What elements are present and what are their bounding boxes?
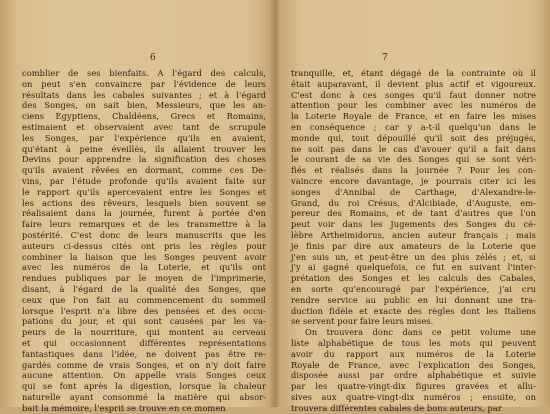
text-line: j'en suis un, et peut-être un des plus zélés ; et, si bbox=[291, 251, 536, 262]
text-line: Grand, du roi Crésus, d'Alcibiade, d'Auguste, em- bbox=[291, 197, 536, 208]
text-line: C'est donc à ces songes qu'il faut donner notre bbox=[291, 89, 536, 100]
text-line: faire leurs remarques et de les transmettre à la bbox=[22, 219, 266, 230]
text-line: le rapport qu'ils apercevaient entre les Songes et bbox=[22, 186, 266, 197]
text-line: naturelle ayant consommé la matière qui absor- bbox=[22, 391, 266, 402]
text-line: peut voir dans les Jugements des Songes du cé- bbox=[291, 219, 536, 230]
text-line: par les quatre-vingt-dix figures gravées et allu- bbox=[291, 381, 536, 392]
text-line: sives aux quatre-vingt-dix numéros ; ensuite, on bbox=[291, 391, 536, 402]
text-line: réalisaient dans la journée, furent à portée d'en bbox=[22, 208, 266, 219]
text-line: auteurs ci-dessus cités ont pris les règles pour bbox=[22, 240, 266, 251]
text-line: se servent pour faire leurs mises. bbox=[291, 316, 434, 327]
text-line: des Songes, on sait bien, Messieurs, que les an- bbox=[22, 100, 266, 111]
text-line: estimaient et observaient avec tant de scrupule bbox=[22, 121, 266, 132]
text-line: avec les numéros de la Loterie, et qu'ils ont bbox=[22, 262, 266, 273]
text-line: en conséquence ; car y a-t-il quelqu'un dans le bbox=[291, 121, 536, 132]
text-line: je finis par dire aux amateurs de la Loterie que bbox=[291, 240, 536, 251]
text-line: duction fidèle et exacte des règles dont les Italiens bbox=[291, 305, 536, 316]
text-line: Royale de France, avec l'explication des Songes, bbox=[291, 359, 536, 370]
text-line: vaincre encore davantage, je pourrais citer ici les bbox=[291, 175, 536, 186]
text-line: la Loterie Royale de France, et en faire les mises bbox=[291, 111, 536, 122]
text-line: postérité. C'est donc de leurs manuscrits que les bbox=[22, 229, 266, 240]
text-line: avoir du rapport aux numéros de la Loterie bbox=[291, 348, 536, 359]
page-number: 7 bbox=[382, 53, 388, 63]
text-line: ceux que l'on fait au commencement du sommeil bbox=[22, 294, 266, 305]
text-line: pations du jour, et qui sont causées par les va- bbox=[22, 316, 266, 327]
text-line: comblier de ses bienfaits. A l'égard des calculs, bbox=[22, 68, 266, 78]
text-line: en sorte qu'encouragé par l'expérience, j'ai cru bbox=[291, 283, 536, 294]
text-line: rendre service au public en lui donnant une tra- bbox=[291, 294, 536, 305]
text-line: tranquille, et, étant dégagé de la contrainte où il bbox=[291, 68, 536, 78]
text-line: résultats dans les cabales suivantes ; et à l'égard bbox=[22, 89, 266, 100]
page-number: 6 bbox=[150, 53, 156, 63]
text-line: Devins pour apprendre la signification des choses bbox=[22, 154, 266, 165]
text-line: on peut s'en convaincre par l'évidence de leurs bbox=[22, 78, 266, 89]
page-body-text bbox=[291, 68, 536, 414]
text-line: peurs de la nourriture, qui montent au cerveau bbox=[22, 327, 266, 338]
text-line: disposée aussi par ordre alphabétique et suivie bbox=[291, 370, 536, 381]
page-body-text bbox=[22, 68, 266, 414]
text-line: qui se font après la digestion, lorsque la chaleur bbox=[22, 381, 266, 392]
text-line: lèbre Artheimidorus, ancien auteur français ; mais bbox=[291, 229, 536, 240]
text-line: rendues publiques par le moyen de l'imprimerie, bbox=[22, 273, 266, 284]
text-line: combiner la liaison que les Songes peuvent avoir bbox=[22, 251, 266, 262]
text-line: aucune attention. On appelle vrais Songes ceux bbox=[22, 370, 266, 381]
text-line: ciens Egyptiens, Chaldéens, Grecs et Romains, bbox=[22, 111, 266, 122]
text-line: les Songes, par l'expérience qu'ils en avaient, bbox=[22, 132, 266, 143]
text-line: On trouvera donc dans ce petit volume une bbox=[305, 327, 536, 338]
text-line: pereur des Romains, et de tant d'autres que l'on bbox=[291, 208, 536, 219]
text-line: songes d'Annibal de Carthage, d'Alexandre-le- bbox=[291, 186, 536, 197]
text-line: les actions des rêveurs, lesquels bien souvent se bbox=[22, 197, 266, 208]
text-line: le courant de sa vie des Songes qui se sont véri- bbox=[291, 154, 536, 165]
text-line: monde qui, tout dépouillé qu'il soit des préjugés, bbox=[291, 132, 536, 143]
text-line: vins, par l'étude profonde qu'ils avaient faite sur bbox=[22, 175, 266, 186]
text-line: et qui occasionnent différentes représentations bbox=[22, 337, 266, 348]
text-line: j'y ai gagné quelquefois, ce fut en suivant l'inter- bbox=[291, 262, 536, 273]
left-page bbox=[0, 0, 275, 413]
text-line: liste alphabétique de tous les mots qui peuvent bbox=[291, 337, 536, 348]
text-line: attention pour les combiner avec les numéros de bbox=[291, 100, 536, 111]
text-line: qu'étant à peine éveillés, ils allaient trouver les bbox=[22, 143, 266, 154]
text-line: ne soit pas dans le cas d'avouer qu'il a fait dans bbox=[291, 143, 536, 154]
text-line: fiés et réalisés dans la journée ? Pour les con- bbox=[291, 165, 536, 176]
text-line: lorsque l'esprit n'a libre des pensées et des occu- bbox=[22, 305, 266, 316]
text-line: disant, à l'égard de la qualité des Songes, que bbox=[22, 283, 266, 294]
text-line: fantastiques dans l'idée, ne doivent pas être re- bbox=[22, 348, 266, 359]
right-page bbox=[275, 0, 550, 413]
text-line: bait la mémoire, l'esprit se trouve en ce momen bbox=[22, 402, 226, 413]
text-line: était auparavant, il devient plus actif et vigoureux. bbox=[291, 78, 536, 89]
text-line: trouvera différentes cabales de bons auteurs, par bbox=[291, 402, 502, 413]
text-line: prétation des Songes et les calculs des Cabales, bbox=[291, 273, 536, 284]
text-line: qu'ils avaient rêvées en dormant, comme ces De- bbox=[22, 165, 266, 176]
text-line: gardés comme de vrais Songes, et on n'y doit faire bbox=[22, 359, 266, 370]
